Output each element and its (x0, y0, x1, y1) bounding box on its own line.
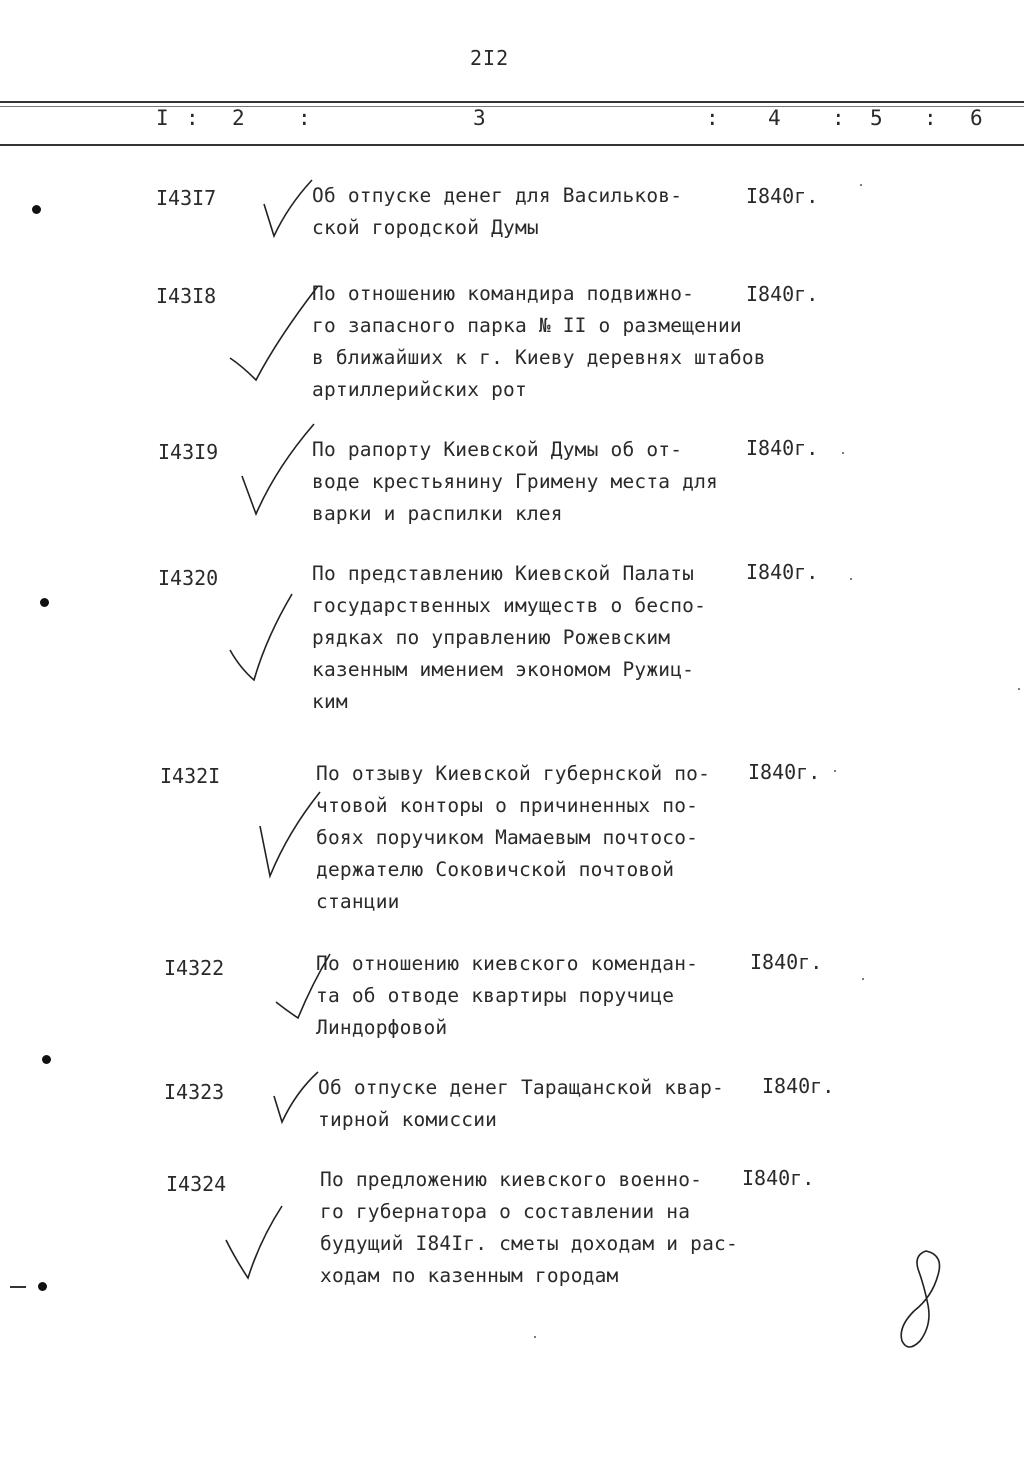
checkmark-icon (226, 588, 306, 698)
entry-title-line: будущий I84Iг. сметы доходам и рас- (320, 1232, 738, 1255)
paper-speck (862, 978, 864, 980)
paper-speck (850, 578, 852, 580)
entry-title-line: По предложению киевского военно- (320, 1168, 703, 1191)
entry-year: I840г. (748, 760, 821, 784)
entry-title-line: воде крестьянину Гримену места для (312, 470, 718, 493)
entry-number: I4322 (164, 956, 225, 980)
checkmark-icon (222, 1200, 292, 1290)
entry-title-line: государственных имуществ о беспо- (312, 594, 707, 617)
entry-title-line: та об отводе квартиры поручице (316, 984, 675, 1007)
binder-hole (40, 598, 49, 607)
column-separator: : (298, 106, 311, 130)
entry-title-line: По представлению Киевской Палаты (312, 562, 695, 585)
column-separator: : (186, 106, 199, 130)
entry-number: I43I9 (158, 440, 219, 464)
entry-title-line: Линдорфовой (316, 1016, 448, 1039)
entry-title-line: варки и распилки клея (312, 502, 563, 525)
column-separator: : (832, 106, 845, 130)
entry-title (312, 180, 682, 244)
entry-title-line: чтовой конторы о причиненных по- (316, 794, 699, 817)
entry-title-line: го губернатора о составлении на (320, 1200, 691, 1223)
entry-year: I840г. (746, 282, 819, 306)
entry-number: I4320 (158, 566, 219, 590)
entry-title-line: боях поручиком Мамаевым почтосо- (316, 826, 699, 849)
entry-year: I840г. (746, 560, 819, 584)
checkmark-icon (254, 786, 334, 886)
entry-title (312, 278, 766, 406)
paper-speck (860, 184, 862, 186)
column-header-5: 5 (870, 106, 883, 130)
checkmark-icon (258, 176, 318, 246)
entry-title-line: По отношению киевского комендан- (316, 952, 699, 975)
column-header-4: 4 (768, 106, 781, 130)
entry-title-line: го запасного парка № II о размещении (312, 314, 742, 337)
entry-title-line: Об отпуске денег Таращанской квар- (318, 1076, 724, 1099)
entry-number: I432I (160, 764, 221, 788)
entry-title-line: держателю Соковичской почтовой (316, 858, 675, 881)
handwritten-folio-mark (892, 1245, 952, 1355)
entry-title (316, 758, 710, 918)
binder-hole (38, 1282, 47, 1291)
entry-title-line: артиллерийских рот (312, 378, 527, 401)
entry-title-line: По рапорту Киевской Думы об от- (312, 438, 683, 461)
entry-number: I4323 (164, 1080, 225, 1104)
entry-title-line: рядках по управлению Рожевским (312, 626, 671, 649)
checkmark-icon (236, 418, 326, 528)
column-separator: : (924, 106, 937, 130)
entry-number: I43I8 (156, 284, 217, 308)
binder-hole (32, 205, 41, 214)
entry-title-line: По отзыву Киевской губернской по- (316, 762, 711, 785)
checkmark-icon (268, 1066, 328, 1136)
entry-year: I840г. (746, 184, 819, 208)
entry-title-line: казенным имением экономом Ружиц- (312, 658, 695, 681)
column-separator: : (706, 106, 719, 130)
entry-title-line: станции (316, 890, 400, 913)
entry-title-line: в ближайших к г. Киеву деревнях штабов (312, 346, 766, 369)
entry-year: I840г. (762, 1074, 835, 1098)
paper-speck (842, 452, 844, 454)
entry-title (316, 948, 698, 1044)
entry-title (320, 1164, 738, 1292)
header-bottom-rule (0, 144, 1024, 146)
checkmark-icon (226, 278, 326, 388)
column-header-2: 2 (232, 106, 245, 130)
entry-title-line: По отношению командира подвижно- (312, 282, 695, 305)
entry-title (312, 558, 706, 718)
paper-speck (1018, 688, 1020, 690)
entry-title-line: ким (312, 690, 348, 713)
entry-year: I840г. (750, 950, 823, 974)
column-header-1: I (156, 106, 169, 130)
paper-speck (834, 770, 836, 772)
entry-title (318, 1072, 724, 1136)
entry-number: I43I7 (156, 186, 217, 210)
entry-year: I840г. (746, 436, 819, 460)
entry-title-line: тирной комиссии (318, 1108, 498, 1131)
entry-title-line: ходам по казенным городам (320, 1264, 619, 1287)
column-header-6: 6 (970, 106, 983, 130)
column-header-3: 3 (473, 106, 486, 130)
checkmark-icon (272, 948, 342, 1028)
margin-dash (10, 1286, 26, 1288)
entry-title-line: Об отпуске денег для Васильков- (312, 184, 683, 207)
paper-speck (534, 1336, 536, 1338)
binder-hole (42, 1055, 51, 1064)
entry-year: I840г. (742, 1166, 815, 1190)
header-top-rule (0, 101, 1024, 103)
entry-title (312, 434, 718, 530)
page-number: 2I2 (470, 46, 510, 70)
entry-title-line: ской городской Думы (312, 216, 539, 239)
entry-number: I4324 (166, 1172, 227, 1196)
